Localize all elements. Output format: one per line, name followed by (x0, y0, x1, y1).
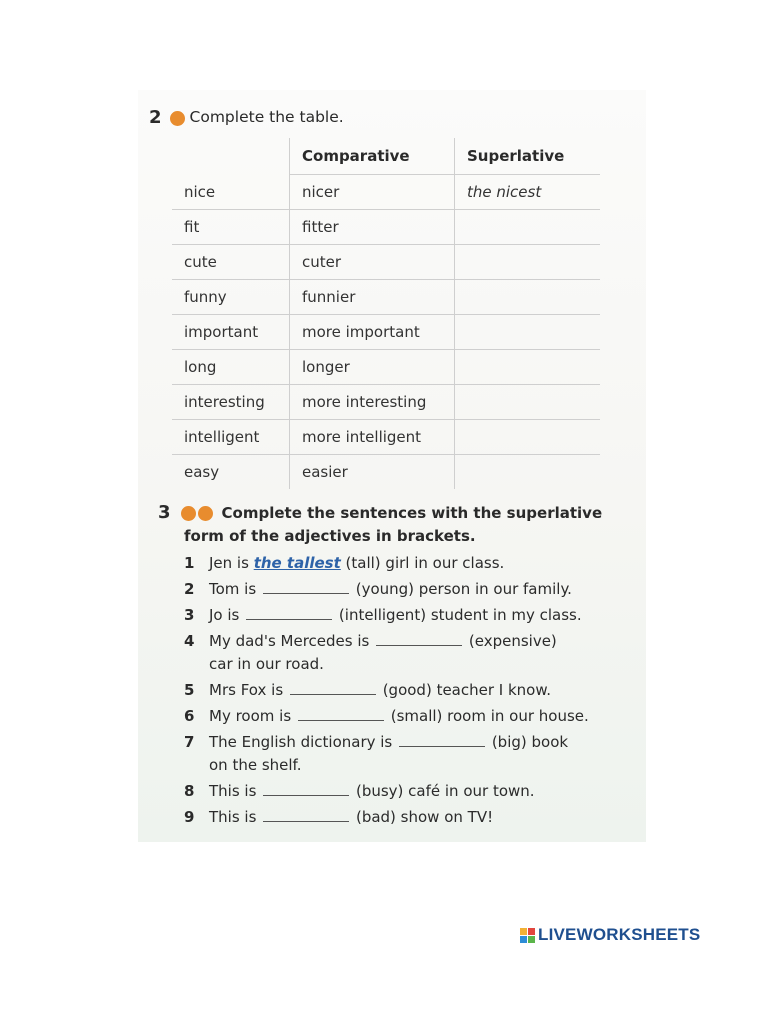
sentence-text (209, 604, 582, 627)
instruction-line: form of the adjectives in brackets. (184, 527, 476, 545)
exercise-instructions (222, 502, 603, 525)
sentence-part: Jo is (209, 606, 240, 624)
comparative-cell: cuter (290, 245, 455, 280)
answer-blank[interactable] (263, 807, 349, 822)
sentence-part: (busy) café in our town. (355, 782, 535, 800)
table-header-superlative: Superlative (455, 138, 601, 175)
superlative-input-cell[interactable] (455, 245, 601, 280)
adjective-cell: nice (172, 175, 290, 210)
item-number: 4 (184, 632, 195, 650)
sentence-text (209, 578, 572, 601)
table-row (172, 280, 600, 315)
sentence-part: (small) room in our house. (390, 707, 589, 725)
sentence-part: (expensive) (468, 632, 557, 650)
table-row (172, 455, 600, 490)
comparison-table (172, 138, 600, 489)
adjective-cell: important (172, 315, 290, 350)
sentence-text (209, 630, 557, 676)
table-header-row (172, 138, 600, 175)
adjective-cell: cute (172, 245, 290, 280)
item-number: 6 (184, 707, 195, 725)
answer-blank[interactable] (263, 781, 349, 796)
list-item (184, 731, 624, 777)
list-item (184, 780, 624, 803)
comparative-cell: easier (290, 455, 455, 490)
comparative-cell: more important (290, 315, 455, 350)
adjective-cell: long (172, 350, 290, 385)
item-number: 7 (184, 733, 195, 751)
table-row (172, 210, 600, 245)
answer-blank[interactable] (399, 732, 485, 747)
superlative-input-cell[interactable] (455, 385, 601, 420)
table-header-comparative: Comparative (290, 138, 455, 175)
comparative-cell: fitter (290, 210, 455, 245)
item-number: 5 (184, 681, 195, 699)
item-number: 9 (184, 808, 195, 826)
list-item (184, 679, 624, 702)
example-answer: the tallest (253, 554, 341, 572)
item-number: 2 (184, 580, 195, 598)
liveworksheets-logo[interactable] (520, 925, 700, 945)
answer-blank[interactable] (263, 579, 349, 594)
table-header-adjective (172, 138, 290, 175)
superlative-input-cell[interactable] (455, 210, 601, 245)
exercise-3-heading (158, 502, 602, 525)
sentence-text (209, 806, 493, 829)
sentence-text (209, 552, 504, 575)
sentence-part: Tom is (209, 580, 257, 598)
adjective-cell: interesting (172, 385, 290, 420)
sentence-text (209, 679, 551, 702)
superlative-input-cell[interactable] (455, 350, 601, 385)
adjective-cell: funny (172, 280, 290, 315)
table-row (172, 315, 600, 350)
list-item (184, 705, 624, 728)
list-item (184, 552, 624, 575)
comparative-cell: longer (290, 350, 455, 385)
list-item (184, 630, 624, 676)
adjective-cell: fit (172, 210, 290, 245)
sentence-text (209, 705, 589, 728)
exercise-number: 2 (149, 107, 162, 128)
sentence-part: (intelligent) student in my class. (338, 606, 582, 624)
sentence-list (184, 552, 624, 832)
answer-blank[interactable] (290, 680, 376, 695)
sentence-part: (big) book (491, 733, 569, 751)
sentence-part: This is (209, 782, 257, 800)
adjective-cell: intelligent (172, 420, 290, 455)
sentence-text (209, 731, 568, 777)
sentence-part: (young) person in our family. (355, 580, 572, 598)
sentence-part: This is (209, 808, 257, 826)
item-number: 1 (184, 554, 195, 572)
answer-blank[interactable] (246, 605, 332, 620)
sentence-part: (bad) show on TV! (355, 808, 494, 826)
orange-dot-icon (198, 506, 213, 521)
sentence-part: Jen is (209, 554, 254, 572)
sentence-part: Mrs Fox is (209, 681, 284, 699)
sentence-text (209, 780, 535, 803)
answer-blank[interactable] (298, 706, 384, 721)
liveworksheets-logo-icon (520, 928, 535, 943)
answer-blank[interactable] (376, 631, 462, 646)
orange-dot-icon (170, 111, 185, 126)
superlative-input-cell[interactable] (455, 315, 601, 350)
comparative-cell: more intelligent (290, 420, 455, 455)
sentence-part: My dad's Mercedes is (209, 632, 370, 650)
comparative-cell: more interesting (290, 385, 455, 420)
sentence-part: (good) teacher I know. (382, 681, 552, 699)
exercise-2-heading (149, 107, 344, 128)
superlative-input-cell[interactable] (455, 455, 601, 490)
list-item (184, 604, 624, 627)
table-row (172, 245, 600, 280)
list-item (184, 806, 624, 829)
item-number: 8 (184, 782, 195, 800)
exercise-title: Complete the table. (189, 108, 344, 126)
superlative-answer-example: the nicest (455, 175, 601, 210)
comparative-cell: funnier (290, 280, 455, 315)
adjective-cell: easy (184, 463, 220, 481)
item-number: 3 (184, 606, 195, 624)
sentence-part: The English dictionary is (209, 733, 393, 751)
list-item (184, 578, 624, 601)
superlative-input-cell[interactable] (455, 280, 601, 315)
logo-text: LIVEWORKSHEETS (538, 925, 701, 944)
sentence-part: on the shelf. (209, 756, 302, 774)
table-row (172, 175, 600, 210)
orange-dot-icon (181, 506, 196, 521)
sentence-part: My room is (209, 707, 292, 725)
superlative-input-cell[interactable] (455, 420, 601, 455)
exercise-number: 3 (158, 502, 171, 523)
instruction-line: Complete the sentences with the superlative (221, 504, 603, 522)
comparative-cell: nicer (290, 175, 455, 210)
sentence-part: (tall) girl in our class. (340, 554, 505, 572)
table-row (172, 420, 600, 455)
sentence-part: car in our road. (209, 655, 324, 673)
table-row (172, 385, 600, 420)
table-row (172, 350, 600, 385)
